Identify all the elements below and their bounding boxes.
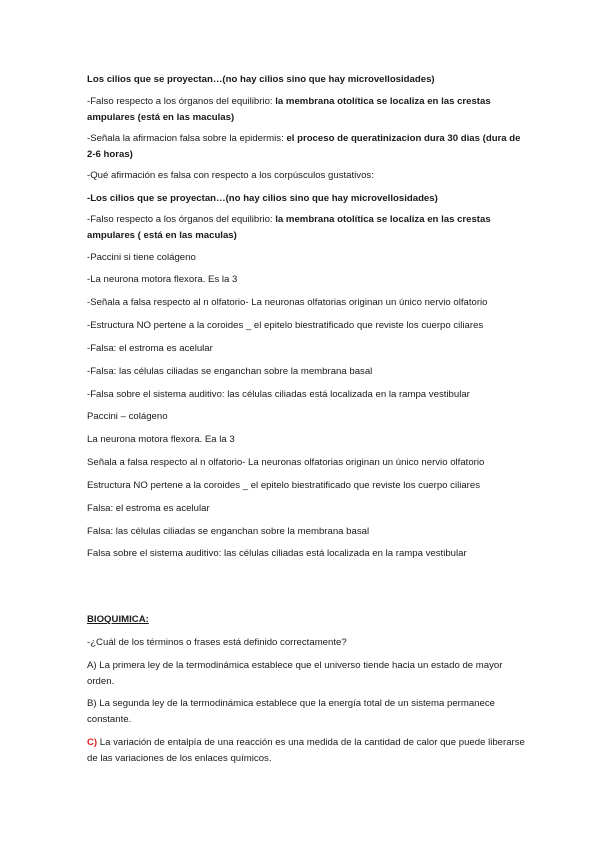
option-a	[87, 658, 527, 690]
line-3	[87, 131, 527, 163]
line-3-bold: el proceso de queratinizacion dura 30 dias (dura de 2-6 horas)	[87, 133, 521, 160]
line-7-text: -Paccini si tiene colágeno	[87, 252, 196, 263]
line-2-bold: la membrana otolítica se localiza en las crestas ampulares (está en las maculas)	[87, 96, 491, 123]
line-5-bold: -Los cilios que se proyectan…(no hay cilios sino que hay microvellosidades)	[87, 193, 438, 204]
line-19	[87, 524, 527, 540]
line-1-bold: Los cilios que se proyectan…(no hay cilios sino que hay microvellosidades)	[87, 74, 435, 85]
option-c-letter: C)	[87, 737, 98, 748]
line-20	[87, 546, 527, 562]
option-a-letter: A)	[87, 660, 97, 671]
line-11	[87, 341, 527, 357]
line-2	[87, 94, 527, 126]
line-16-text: Señala a falsa respecto al n olfatorio- La neuronas olfatorias originan un único nervio olfatorio	[87, 457, 485, 468]
line-2-text: -Falso respecto a los órganos del equilibrio:	[87, 96, 276, 107]
line-20-text: Falsa sobre el sistema auditivo: las células ciliadas está localizada en la rampa vestibular	[87, 548, 467, 559]
question: -¿Cuál de los términos o frases está definido correctamente?	[87, 637, 347, 648]
line-3-text: -Señala la afirmacion falsa sobre la epidermis:	[87, 133, 287, 144]
option-b-letter: B)	[87, 698, 97, 709]
line-18	[87, 501, 527, 517]
line-16	[87, 455, 527, 471]
line-7	[87, 250, 527, 266]
line-6-bold: la membrana otolítica se localiza en las crestas ampulares ( está en las maculas)	[87, 214, 491, 241]
option-c	[87, 735, 527, 767]
line-14-text: Paccini – colágeno	[87, 411, 168, 422]
line-6-text: -Falso respecto a los órganos del equilibrio:	[87, 214, 276, 225]
option-a-text: La primera ley de la termodinámica establece que el universo tiende hacia un estado de mayor orden.	[87, 660, 503, 687]
line-9	[87, 295, 527, 311]
section-heading: BIOQUIMICA:	[87, 614, 149, 625]
line-1	[87, 72, 527, 88]
line-6	[87, 212, 527, 244]
line-18-text: Falsa: el estroma es acelular	[87, 503, 210, 514]
line-19-text: Falsa: las células ciliadas se enganchan sobre la membrana basal	[87, 526, 370, 537]
option-b-text: La segunda ley de la termodinámica establece que la energía total de un sistema permanece constante.	[87, 698, 495, 725]
line-13	[87, 387, 527, 403]
line-17-text: Estructura NO pertene a la coroides _ el epitelo biestratificado que reviste los cuerpo ciliares	[87, 480, 481, 491]
line-12-text: -Falsa: las células ciliadas se enganchan sobre la membrana basal	[87, 366, 373, 377]
line-15	[87, 432, 527, 448]
line-12	[87, 364, 527, 380]
line-4	[87, 168, 527, 184]
line-10-text: -Estructura NO pertene a la coroides _ el epitelo biestratificado que reviste los cuerpo ciliares	[87, 320, 484, 331]
line-8	[87, 272, 527, 288]
line-14	[87, 409, 527, 425]
line-17	[87, 478, 527, 494]
option-b	[87, 696, 527, 728]
line-8-text: -La neurona motora flexora. Es la 3	[87, 274, 238, 285]
line-13-text: -Falsa sobre el sistema auditivo: las células ciliadas está localizada en la rampa vestibular	[87, 389, 470, 400]
line-11-text: -Falsa: el estroma es acelular	[87, 343, 213, 354]
line-5	[87, 191, 527, 207]
line-10	[87, 318, 527, 334]
line-9-text: -Señala a falsa respecto al n olfatorio- La neuronas olfatorias originan un único nervio olfatorio	[87, 297, 488, 308]
line-15-text: La neurona motora flexora. Ea la 3	[87, 434, 235, 445]
line-4-text: -Qué afirmación es falsa con respecto a los corpúsculos gustativos:	[87, 170, 374, 181]
option-c-text: La variación de entalpía de una reacción es una medida de la cantidad de calor que puede liberarse de las variaciones de los enlaces químicos.	[87, 737, 525, 764]
